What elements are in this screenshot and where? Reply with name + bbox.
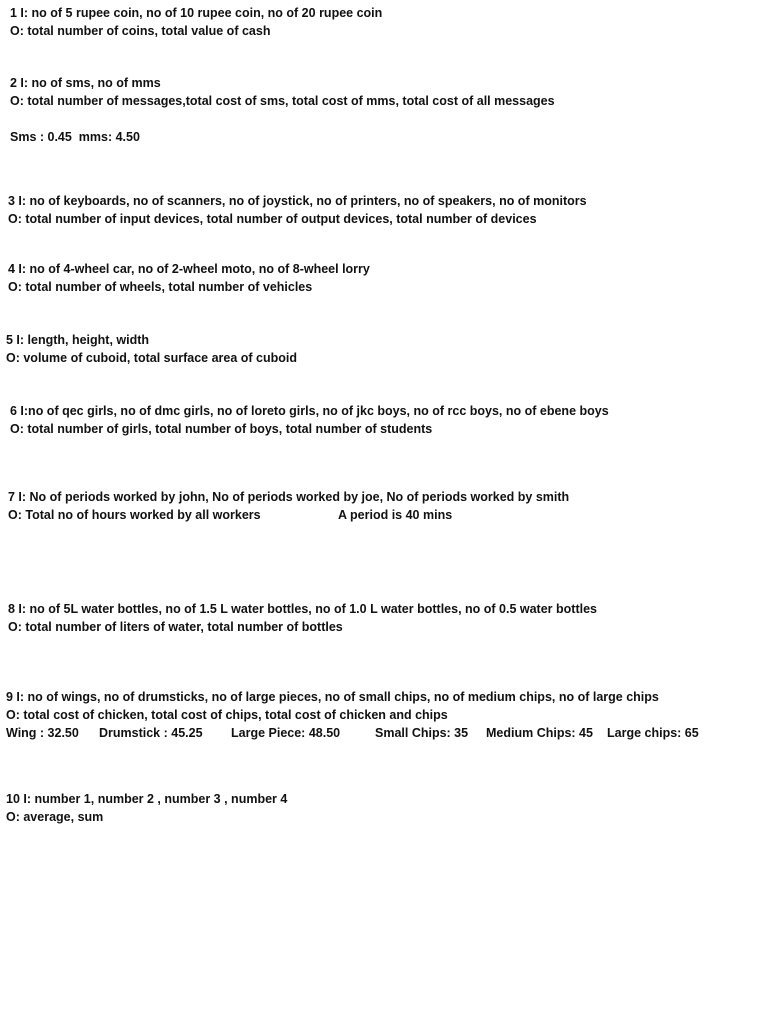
problem-7-output: O: Total no of hours worked by all workers xyxy=(8,508,261,522)
price-drumstick: Drumstick : 45.25 xyxy=(99,726,203,740)
problem-9-output: O: total cost of chicken, total cost of chips, total cost of chicken and chips xyxy=(6,708,448,722)
problem-4-input: 4 I: no of 4-wheel car, no of 2-wheel moto, no of 8-wheel lorry xyxy=(8,262,370,276)
problem-3-input: 3 I: no of keyboards, no of scanners, no of joystick, no of printers, no of speakers, no of monitors xyxy=(8,194,587,208)
price-small-chips: Small Chips: 35 xyxy=(375,726,469,740)
problem-2-input: 2 I: no of sms, no of mms xyxy=(10,76,161,90)
problem-7-note: A period is 40 mins xyxy=(338,508,453,522)
price-wing: Wing : 32.50 xyxy=(6,726,79,740)
problem-10-output: O: average, sum xyxy=(6,810,104,824)
problem-8-input: 8 I: no of 5L water bottles, no of 1.5 L water bottles, no of 1.0 L water bottles, no of 0.5 water bottles xyxy=(8,602,597,616)
problem-1-input: 1 I: no of 5 rupee coin, no of 10 rupee coin, no of 20 rupee coin xyxy=(10,6,383,20)
problem-6-output: O: total number of girls, total number of boys, total number of students xyxy=(10,422,433,436)
problem-2-prices: Sms : 0.45 mms: 4.50 xyxy=(10,130,140,144)
problem-9-input: 9 I: no of wings, no of drumsticks, no of large pieces, no of small chips, no of medium chips, no of large chips xyxy=(6,690,659,704)
price-large-chips: Large chips: 65 xyxy=(607,726,699,740)
price-medium-chips: Medium Chips: 45 xyxy=(486,726,593,740)
problem-1-output: O: total number of coins, total value of cash xyxy=(10,24,271,38)
problem-10-input: 10 I: number 1, number 2 , number 3 , number 4 xyxy=(6,792,288,806)
problem-4-output: O: total number of wheels, total number of vehicles xyxy=(8,280,313,294)
problem-6-input: 6 I:no of qec girls, no of dmc girls, no of loreto girls, no of jkc boys, no of rcc boys, no of ebene boys xyxy=(10,404,609,418)
problem-5-output: O: volume of cuboid, total surface area of cuboid xyxy=(6,351,298,365)
problem-2-output: O: total number of messages,total cost of sms, total cost of mms, total cost of all messages xyxy=(10,94,555,108)
problem-8-output: O: total number of liters of water, total number of bottles xyxy=(8,620,343,634)
problem-3-output: O: total number of input devices, total number of output devices, total number of devices xyxy=(8,212,537,226)
problem-7-input: 7 I: No of periods worked by john, No of periods worked by joe, No of periods worked by smith xyxy=(8,490,570,504)
price-large-piece: Large Piece: 48.50 xyxy=(231,726,341,740)
problem-5-input: 5 I: length, height, width xyxy=(6,333,150,347)
